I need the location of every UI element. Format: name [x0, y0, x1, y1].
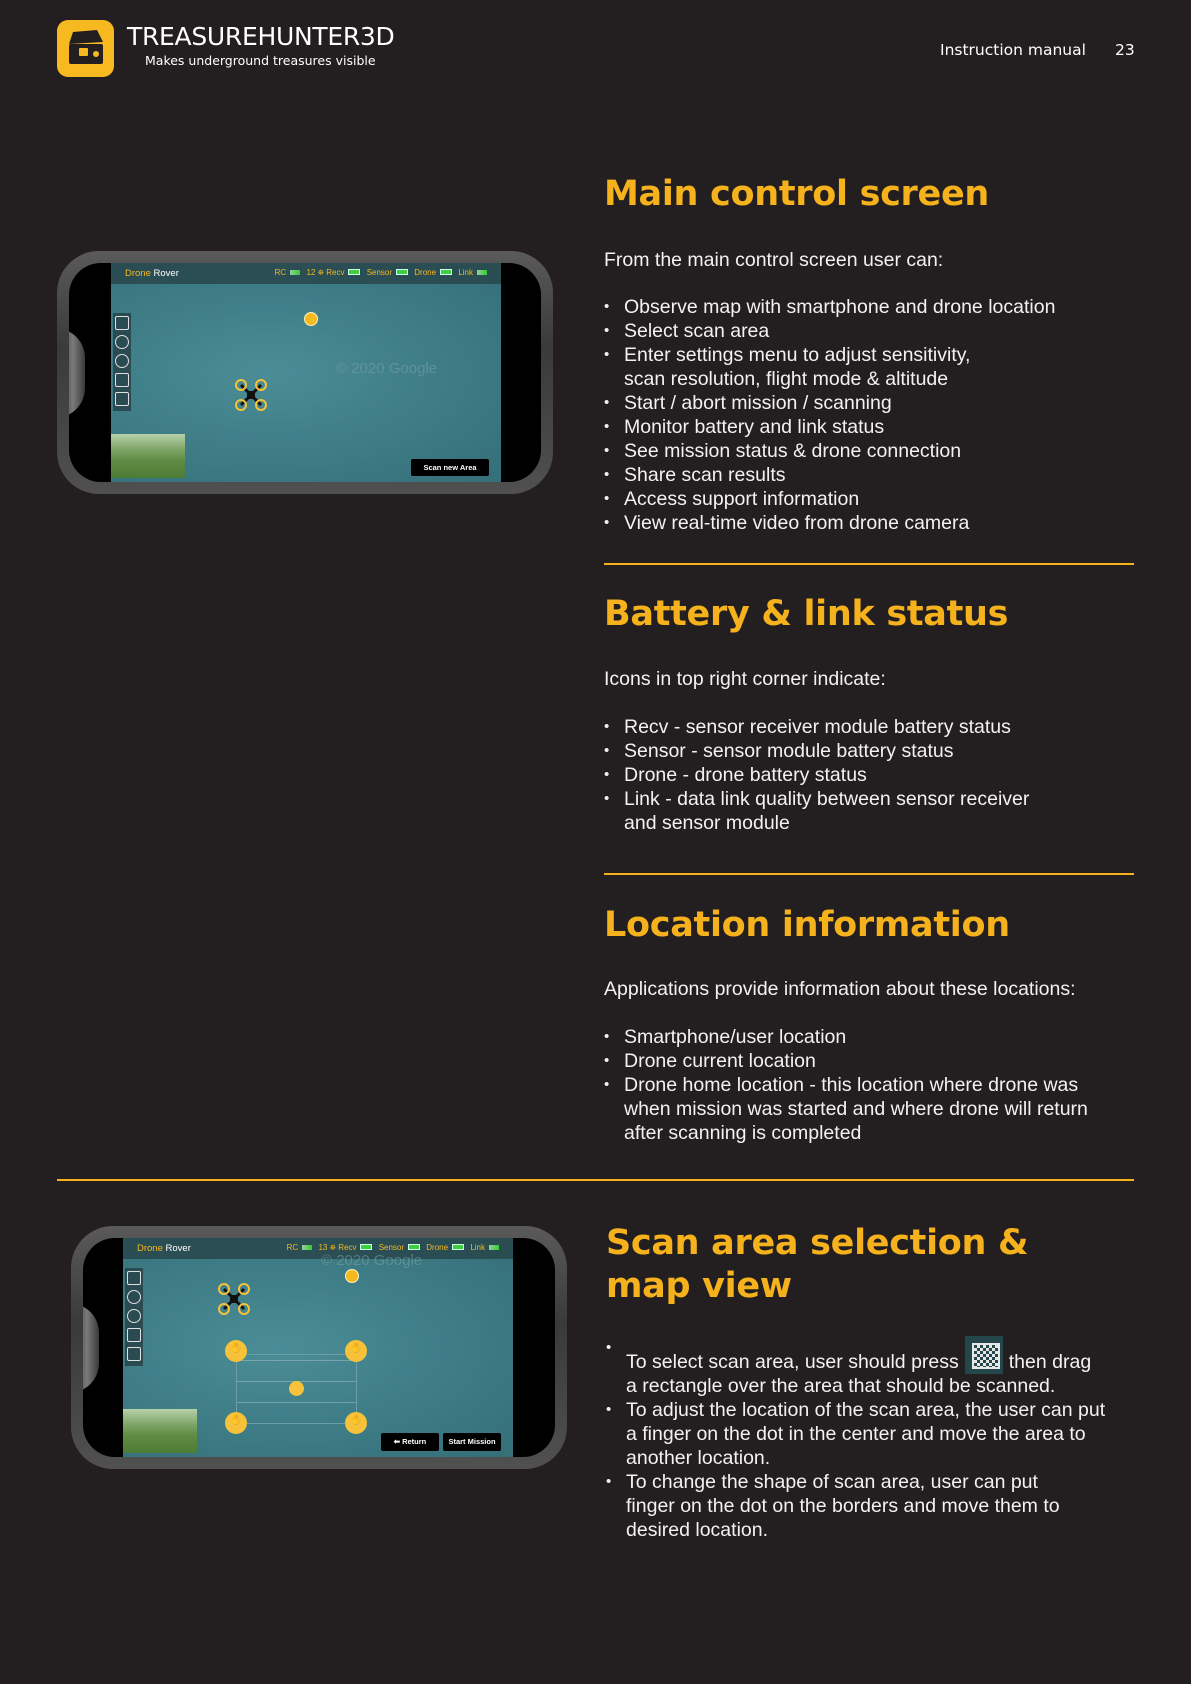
drone-icon: [217, 1282, 251, 1316]
list-item: • Select scan area: [604, 319, 1124, 343]
recv-label: Recv: [338, 1243, 357, 1252]
phone-bezel: [83, 1238, 555, 1457]
locate-icon[interactable]: [115, 354, 129, 368]
feature-list-scan-area: [606, 1336, 1146, 1542]
treasure-chest-icon: [63, 26, 108, 71]
app-status-bar: [123, 1238, 513, 1259]
feature-list-location: [604, 1025, 1144, 1145]
list-item: • Recv - sensor receiver module battery status: [604, 715, 1124, 739]
app-title-rover: Rover: [165, 1243, 191, 1254]
list-item: • View real-time video from drone camera: [604, 511, 1124, 535]
section-divider: [604, 563, 1134, 565]
section-divider: [604, 873, 1134, 875]
list-item: • Enter settings menu to adjust sensitivity, scan resolution, flight mode & altitude: [604, 343, 1124, 391]
satellite-count: 12: [306, 268, 316, 277]
drone-camera-preview[interactable]: [123, 1409, 197, 1453]
list-item: • Drone current location: [604, 1049, 1144, 1073]
sensor-battery-icon: [396, 269, 408, 275]
info-icon[interactable]: [115, 392, 129, 406]
app-title-drone: Drone: [137, 1243, 163, 1254]
drone-label: Drone: [426, 1243, 449, 1252]
link-signal-icon: [477, 270, 487, 275]
settings-icon[interactable]: [127, 1290, 141, 1304]
list-item: • Share scan results: [604, 463, 1124, 487]
section-title-scan-area: [606, 1222, 1028, 1308]
app-screen: [111, 263, 501, 482]
brand-name: TREASUREHUNTER3D: [127, 22, 395, 51]
settings-icon[interactable]: [115, 335, 129, 349]
side-toolbar: [125, 1268, 143, 1366]
user-location-icon: [304, 312, 318, 326]
list-item: • Start / abort mission / scanning: [604, 391, 1124, 415]
side-toolbar: [113, 313, 131, 411]
share-icon[interactable]: [115, 373, 129, 387]
recv-label: Recv: [326, 268, 345, 277]
drone-battery-icon: [440, 269, 452, 275]
section-lead-main-control: From the main control screen user can:: [604, 249, 944, 271]
return-button-label: Return: [402, 1437, 427, 1446]
return-button[interactable]: ⬅ Return: [381, 1433, 439, 1451]
corner-handle-icon[interactable]: [225, 1412, 247, 1434]
recv-battery-icon: [348, 269, 360, 275]
drone-label: Drone: [414, 268, 437, 277]
corner-handle-icon[interactable]: [345, 1340, 367, 1362]
app-screen: [123, 1238, 513, 1457]
feature-list-battery: [604, 715, 1124, 835]
scan-new-area-button[interactable]: Scan new Area: [411, 459, 489, 476]
brand-logo: [57, 20, 114, 77]
select-area-icon[interactable]: [127, 1271, 141, 1285]
locate-icon[interactable]: [127, 1309, 141, 1323]
drone-battery-icon: [452, 1244, 464, 1250]
list-item: • Observe map with smartphone and drone location: [604, 295, 1124, 319]
phone-notch: [83, 1303, 99, 1393]
status-indicators: [275, 268, 491, 278]
sensor-label: Sensor: [378, 1243, 405, 1252]
map-watermark: © 2020 Google: [336, 360, 438, 377]
phone-notch: [69, 328, 85, 418]
list-item: • To change the shape of scan area, user can put finger on the dot on the borders and move them to desired location.: [606, 1470, 1146, 1542]
list-item: • Drone home location - this location where drone was when mission was started and where drone will return after scanning is completed: [604, 1073, 1144, 1145]
app-title-drone: Drone: [125, 268, 151, 279]
sensor-label: Sensor: [366, 268, 393, 277]
map-watermark: © 2020 Google: [321, 1252, 423, 1269]
link-signal-icon: [489, 1245, 499, 1250]
info-icon[interactable]: [127, 1347, 141, 1361]
brand-tagline: Makes underground treasures visible: [145, 53, 376, 68]
phone-bezel: [69, 263, 541, 482]
share-icon[interactable]: [127, 1328, 141, 1342]
start-mission-button[interactable]: Start Mission: [443, 1433, 501, 1451]
app-status-bar: [111, 263, 501, 284]
app-title-rover: Rover: [153, 268, 179, 279]
list-item: • Drone - drone battery status: [604, 763, 1124, 787]
list-item: • To adjust the location of the scan area, the user can put a finger on the dot in the center and move the area to another location.: [606, 1398, 1146, 1470]
select-area-icon[interactable]: [115, 316, 129, 330]
section-title-line: Scan area selection &: [606, 1223, 1029, 1263]
section-divider-full: [57, 1179, 1134, 1181]
rc-label: RC: [274, 268, 287, 277]
section-lead-location: Applications provide information about these locations:: [604, 978, 1076, 1000]
signal-icon: [290, 270, 300, 275]
drone-icon: [234, 378, 268, 412]
satellite-count: 13: [318, 1243, 328, 1252]
list-item: • Smartphone/user location: [604, 1025, 1144, 1049]
link-label: Link: [470, 1243, 485, 1252]
sensor-battery-icon: [408, 1244, 420, 1250]
phone-mockup-main-screen: [57, 251, 553, 494]
corner-handle-icon[interactable]: [225, 1340, 247, 1362]
list-item: • Link - data link quality between sensor receiver and sensor module: [604, 787, 1124, 835]
list-item-text: then drag: [1008, 1351, 1092, 1373]
list-item: • Sensor - sensor module battery status: [604, 739, 1124, 763]
doc-label: Instruction manual: [940, 41, 1086, 59]
signal-icon: [302, 1245, 312, 1250]
list-item: [606, 1336, 1146, 1398]
section-lead-battery: Icons in top right corner indicate:: [604, 668, 886, 690]
rc-label: RC: [286, 1243, 299, 1252]
link-label: Link: [458, 268, 473, 277]
app-title: [125, 268, 179, 279]
recv-battery-icon: [360, 1244, 372, 1250]
user-location-icon: [345, 1269, 359, 1283]
feature-list-main-control: [604, 295, 1124, 535]
select-area-icon: [965, 1336, 1003, 1374]
satellite-icon: ⛯: [329, 1243, 336, 1252]
center-drag-handle[interactable]: [289, 1381, 304, 1396]
section-title-main-control: Main control screen: [604, 174, 990, 214]
satellite-icon: ⛯: [317, 268, 324, 277]
section-title-location: Location information: [604, 905, 1010, 945]
page-number: 23: [1115, 41, 1135, 59]
phone-mockup-scan-area: [71, 1226, 567, 1469]
section-title-line: map view: [606, 1266, 792, 1306]
list-item-text: a rectangle over the area that should be scanned.: [626, 1375, 1056, 1397]
list-item: • See mission status & drone connection: [604, 439, 1124, 463]
app-title: [137, 1243, 191, 1254]
list-item: • Access support information: [604, 487, 1124, 511]
corner-handle-icon[interactable]: [345, 1412, 367, 1434]
list-item-text: To select scan area, user should press: [626, 1351, 959, 1373]
drone-camera-preview[interactable]: [111, 434, 185, 478]
list-item: • Monitor battery and link status: [604, 415, 1124, 439]
section-title-battery: Battery & link status: [604, 594, 1009, 634]
